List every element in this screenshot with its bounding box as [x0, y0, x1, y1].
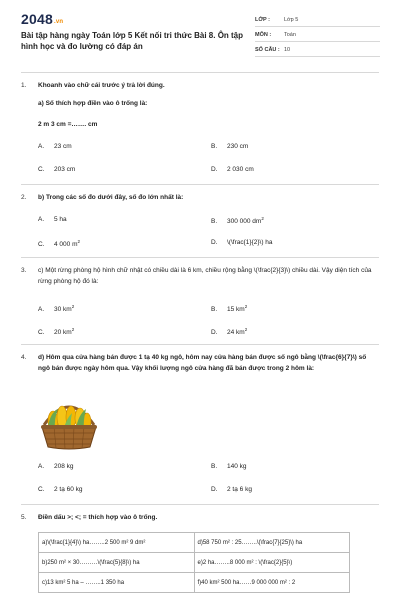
option-c[interactable]: C. 20 $km^2$: [38, 327, 75, 337]
question-divider: [21, 504, 379, 505]
question-number: 5.: [21, 514, 27, 521]
option-d[interactable]: D. \(\frac{1}{2}\) ha: [211, 239, 273, 246]
option-d[interactable]: D. 2 tạ 6 kg: [211, 486, 252, 493]
meta-key: LỚP :: [255, 17, 270, 23]
meta-value: Lớp 5: [284, 17, 299, 23]
question-divider: [21, 184, 379, 185]
option-b[interactable]: B. 300 000 $dm^2$: [211, 216, 264, 226]
corn-basket-image: [38, 395, 100, 451]
option-c[interactable]: C. 2 tạ 60 kg: [38, 486, 83, 493]
meta-value: Toán: [284, 32, 296, 38]
question-1-expression: 2 m 3 cm =……. cm: [38, 121, 98, 128]
option-a[interactable]: A. 30 $km^2$: [38, 304, 75, 314]
meta-subject: [255, 29, 380, 42]
option-a[interactable]: A. 208 kg: [38, 463, 74, 470]
option-c[interactable]: C. 4 000 $m^2$: [38, 239, 81, 249]
question-2-text: b) Trong các số đo dưới đây, số đo lớn nhất là:: [38, 194, 184, 201]
meta-value: 10: [284, 47, 291, 53]
table-cell[interactable]: e)2 ha……..8 000 m² : \(\frac{2}{5}\): [194, 553, 350, 573]
meta-key: MÔN :: [255, 32, 272, 38]
table-cell[interactable]: a)\(\frac{1}{4}\) ha……..2 500 m² 9 dm²: [39, 533, 195, 553]
table-cell[interactable]: f)40 km² 500 ha……9 000 000 m² : 2: [194, 573, 350, 593]
comparison-table: [38, 532, 350, 593]
header-divider: [21, 72, 379, 73]
option-b[interactable]: B. 15 $km^2$: [211, 304, 248, 314]
option-c[interactable]: C. 203 cm: [38, 166, 76, 173]
meta-key: SỐ CÂU :: [255, 47, 280, 53]
option-d[interactable]: D. 24 $km^2$: [211, 327, 248, 337]
question-number: 2.: [21, 194, 27, 201]
question-number: 1.: [21, 82, 27, 89]
option-d[interactable]: D. 2 030 cm: [211, 166, 254, 173]
question-divider: [21, 257, 379, 258]
question-number: 4.: [21, 354, 27, 361]
question-4-text: d) Hôm qua cửa hàng bán được 1 tạ 40 kg ngô, hôm nay cửa hàng bán được số ngô bằng \(\frac{6}{7}\) số ngô bán được ngày hôm qua. Vậy khối lượng ngô cửa hàng đã bán được trong 2 hôm là:: [38, 354, 367, 372]
table-cell[interactable]: c)13 km² 5 ha – ……..1 350 ha: [39, 573, 195, 593]
meta-class: [255, 14, 380, 27]
option-a[interactable]: A. 23 cm: [38, 143, 72, 150]
table-row: [39, 553, 350, 573]
table-row: [39, 533, 350, 553]
question-1-subtext: a) Số thích hợp điền vào ô trống là:: [38, 100, 148, 107]
site-logo[interactable]: 2048.vn: [21, 11, 64, 27]
meta-count: [255, 44, 380, 57]
question-1-instruction: Khoanh vào chữ cái trước ý trả lời đúng.: [38, 82, 165, 89]
table-cell[interactable]: d)58 750 m² : 25……..\(\frac{7}{25}\) ha: [194, 533, 350, 553]
option-a[interactable]: A. 5 ha: [38, 216, 67, 223]
header: [0, 0, 400, 70]
table-cell[interactable]: b)250 m² × 30………\(\frac{5}{8}\) ha: [39, 553, 195, 573]
question-number: 3.: [21, 267, 27, 274]
question-divider: [21, 344, 379, 345]
question-5-text: Điền dấu >; <; = thích hợp vào ô trống.: [38, 514, 158, 521]
option-b[interactable]: B. 140 kg: [211, 463, 247, 470]
document-title: Bài tập hàng ngày Toán lớp 5 Kết nối tri thức Bài 8. Ôn tập hình học và đo lường có đáp án: [21, 31, 244, 51]
option-b[interactable]: B. 230 cm: [211, 143, 249, 150]
question-3-text: c) Một rừng phòng hộ hình chữ nhật có chiều dài là 6 km, chiều rộng bằng \(\frac{2}{3}\) chiều dài. Vậy diện tích của rừng phòng hộ đó là:: [38, 267, 372, 285]
table-row: [39, 573, 350, 593]
